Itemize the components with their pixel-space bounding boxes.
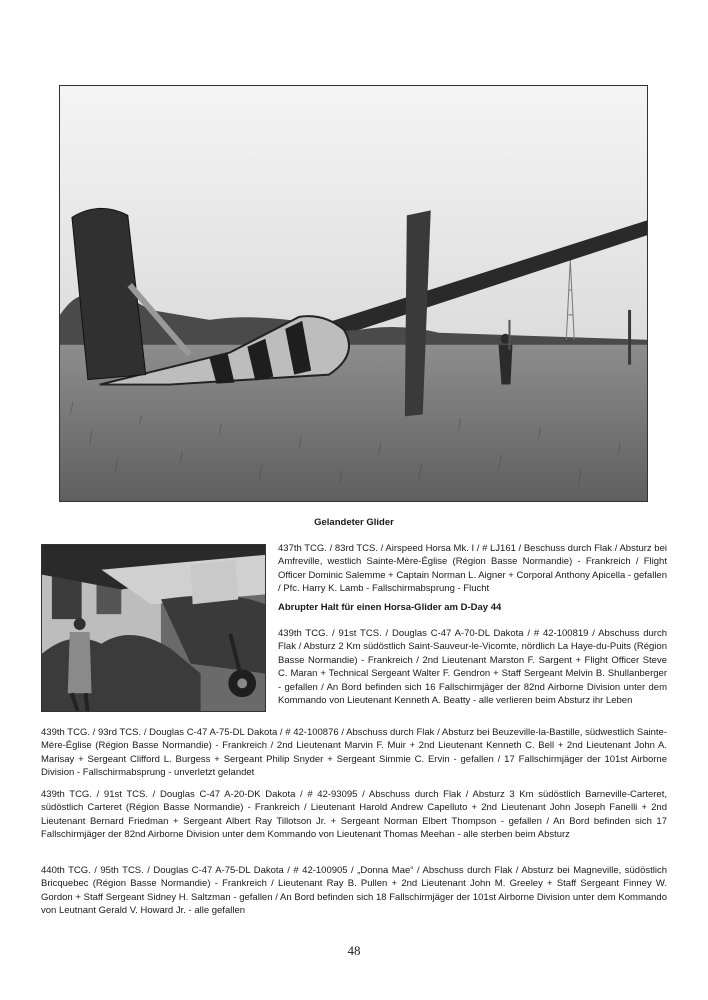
page-number: 48	[347, 943, 361, 958]
entry-text: 439th TCG. / 91st TCS. / Douglas C-47 A-70-DL Dakota / # 42-100819 / Abschuss durch Flak / Absturz 2 Km südöstlich Saint-Sauveur-le-Vicomte, nördlich La Haye-du-Puits (Région Basse Normandie) - Frankreich / 2nd Lieutenant Marston F. Sargent + Flight Officer Steve C. Maran + Technical Sergeant Walter F. Gendron + Staff Sergeant Melvin B. Shullanberger - gefallen / An Bord befinden sich 16 Fallschirmjäger der 82nd Airborne Division unter dem Kommando von Lieutenant Kenneth A. Beatty - alle verlieren beim Absturz ihr Leben	[278, 628, 667, 707]
main-photo-caption: Gelandeter Glider	[314, 517, 394, 528]
entry-text: 437th TCG. / 83rd TCS. / Airspeed Horsa Mk. I / # LJ161 / Beschuss durch Flak / Absturz bei Amfreville, westlich Sainte-Mère-Église (Région Basse Normandie) - Frankreich / Flight Officer Dominic Salemme + Captain Norman L. Aigner + Corporal Anthony Apicella - gefallen / Pfc. Harry K. Lamb - Fallschirmabsprung - Flucht	[278, 543, 667, 595]
entry-text: 440th TCG. / 95th TCS. / Douglas C-47 A-75-DL Dakota / # 42-100905 / „Donna Mae“ / Abschuss durch Flak / Absturz bei Magneville, südöstlich Bricquebec (Région Basse Normandie) - Frankreich / Lieutenant Ray B. Pullen + 2nd Lieutenant John M. Greeley + Staff Sergeant Finney W. Gordon + Staff Sergeant Sidney H. Saltzman - gefallen / An Bord befinden sich 18 Fallschirmjäger der 101st Airborne Division unter dem Kommando von Leutnant Gerald V. Howard Jr. - alle gefallen	[41, 865, 667, 917]
glider-crash-field-photo	[59, 85, 648, 502]
entry-text: 439th TCG. / 93rd TCS. / Douglas C-47 A-75-DL Dakota / # 42-100876 / Abschuss durch Flak / Absturz bei Beuzeville-la-Bastille, südwestlich Sainte-Mère-Église (Région Basse Normandie) - Frankreich / 2nd Lieutenant Marvin F. Muir + 2nd Lieutenant Kenneth C. Bell + 2nd Lieutenant John A. Marisay + Sergeant Clifford L. Burgess + Sergeant Philip Snyder + Sergeant Simmie C. Ervin - gefallen / 17 Fallschirmjäger der 101st Airborne Division - Fallschirmabsprung - unverletzt gelandet	[41, 727, 667, 779]
entry-text: 439th TCG. / 91st TCS. / Douglas C-47 A-20-DK Dakota / # 42-93095 / Abschuss durch Flak / Absturz 3 Km südöstlich Barneville-Carteret, südöstlich Carteret (Région Basse Normandie) - Frankreich / Lieutenant Harold Andrew Capelluto + 2nd Lieutenant John Joseph Fanelli + 2nd Lieutenant Bernard Friedman + Sergeant Albert Ray Tillotson Jr. + Sergeant Norman Elbert Thompson - gefallen / An Bord befinden sich 17 Fallschirmjäger der 82nd Airborne Division unter dem Kommando von Lieutenant Thomas Meehan - alle sterben beim Absturz	[41, 789, 667, 841]
horsa-glider-wreck-photo	[41, 544, 266, 712]
small-photo-caption: Abrupter Halt für einen Horsa-Glider am D-Day 44	[278, 602, 502, 613]
